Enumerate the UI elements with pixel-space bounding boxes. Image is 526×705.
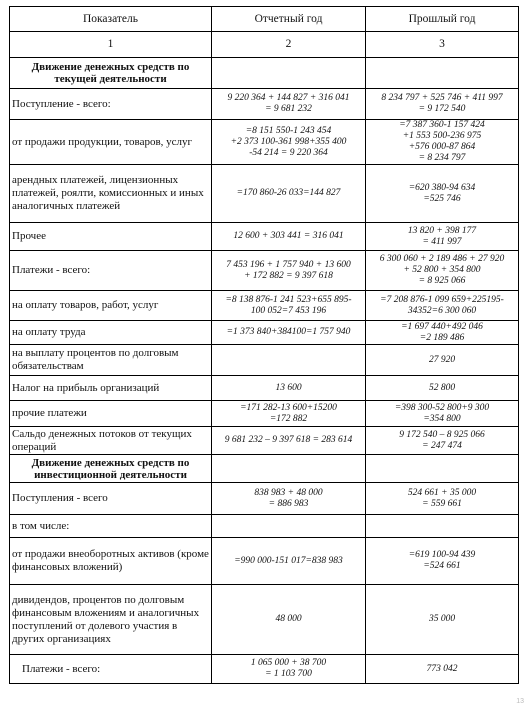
current-year-value — [212, 58, 366, 89]
previous-year-value: =619 100-94 439 =524 661 — [366, 538, 519, 585]
row-label: на выплату процентов по долговым обязательствам — [10, 345, 212, 376]
table-row — [10, 483, 519, 515]
cash-flow-table — [9, 6, 519, 684]
current-year-value: 9 220 364 + 144 827 + 316 041 = 9 681 232 — [212, 89, 366, 120]
row-label: на оплату труда — [10, 321, 212, 345]
previous-year-value: =7 387 360-1 157 424 +1 553 500-236 975 +576 000-87 864 = 8 234 797 — [366, 120, 519, 165]
current-year-value: =170 860-26 033=144 827 — [212, 165, 366, 223]
current-year-value: 7 453 196 + 1 757 940 + 13 600 + 172 882 = 9 397 618 — [212, 251, 366, 291]
table-row — [10, 291, 519, 321]
previous-year-value: 52 800 — [366, 376, 519, 401]
previous-year-value — [366, 58, 519, 89]
section-row-investing — [10, 455, 519, 483]
current-year-value: 12 600 + 303 441 = 316 041 — [212, 223, 366, 251]
previous-year-value: =620 380-94 634 =525 746 — [366, 165, 519, 223]
current-year-value: =8 151 550-1 243 454 +2 373 100-361 998+355 400 -54 214 = 9 220 364 — [212, 120, 366, 165]
previous-year-value: 27 920 — [366, 345, 519, 376]
table-row — [10, 251, 519, 291]
row-label: Платежи - всего: — [10, 251, 212, 291]
previous-year-value: =1 697 440+492 046 =2 189 486 — [366, 321, 519, 345]
header-previous-year: Прошлый год — [366, 7, 519, 32]
previous-year-value: 773 042 — [366, 655, 519, 684]
previous-year-value: =398 300-52 800+9 300 =354 800 — [366, 401, 519, 427]
previous-year-value: =7 208 876-1 099 659+225195- 34352=6 300 060 — [366, 291, 519, 321]
row-label: на оплату товаров, работ, услуг — [10, 291, 212, 321]
section-title-operating: Движение денежных средств по текущей деятельности — [10, 58, 212, 89]
current-year-value: 1 065 000 + 38 700 = 1 103 700 — [212, 655, 366, 684]
row-label: Платежи - всего: — [10, 655, 212, 684]
previous-year-value — [366, 515, 519, 538]
current-year-value: 838 983 + 48 000 = 886 983 — [212, 483, 366, 515]
table-row — [10, 89, 519, 120]
previous-year-value — [366, 455, 519, 483]
row-label: прочие платежи — [10, 401, 212, 427]
table-row — [10, 345, 519, 376]
column-number-3: 3 — [366, 32, 519, 58]
previous-year-value: 6 300 060 + 2 189 486 + 27 920 + 52 800 + 354 800 = 8 925 066 — [366, 251, 519, 291]
table-row — [10, 223, 519, 251]
current-year-value: =1 373 840+384100=1 757 940 — [212, 321, 366, 345]
row-label: Поступления - всего — [10, 483, 212, 515]
current-year-value — [212, 455, 366, 483]
table-row — [10, 585, 519, 655]
current-year-value: =8 138 876-1 241 523+655 895- 100 052=7 453 196 — [212, 291, 366, 321]
row-label: Прочее — [10, 223, 212, 251]
current-year-value — [212, 515, 366, 538]
current-year-value: =171 282-13 600+15200 =172 882 — [212, 401, 366, 427]
header-current-year: Отчетный год — [212, 7, 366, 32]
row-label: от продажи продукции, товаров, услуг — [10, 120, 212, 165]
row-label: Налог на прибыль организаций — [10, 376, 212, 401]
previous-year-value: 35 000 — [366, 585, 519, 655]
previous-year-value: 524 661 + 35 000 = 559 661 — [366, 483, 519, 515]
table-row — [10, 427, 519, 455]
table-row — [10, 165, 519, 223]
previous-year-value: 8 234 797 + 525 746 + 411 997 = 9 172 540 — [366, 89, 519, 120]
table-row — [10, 401, 519, 427]
column-number-1: 1 — [10, 32, 212, 58]
section-title-investing: Движение денежных средств по инвестиционной деятельности — [10, 455, 212, 483]
column-number-2: 2 — [212, 32, 366, 58]
row-label: дивидендов, процентов по долговым финансовым вложениям и аналогичных поступлений от долевого участия в других организациях — [10, 585, 212, 655]
current-year-value: =990 000-151 017=838 983 — [212, 538, 366, 585]
previous-year-value: 13 820 + 398 177 = 411 997 — [366, 223, 519, 251]
current-year-value: 13 600 — [212, 376, 366, 401]
row-label: в том числе: — [10, 515, 212, 538]
previous-year-value: 9 172 540 – 8 925 066 = 247 474 — [366, 427, 519, 455]
current-year-value: 9 681 232 – 9 397 618 = 283 614 — [212, 427, 366, 455]
section-row-operating — [10, 58, 519, 89]
row-label: арендных платежей, лицензионных платежей, роялти, комиссионных и иных аналогичных платежей — [10, 165, 212, 223]
cash-flow-table-container — [9, 6, 519, 684]
header-indicator: Показатель — [10, 7, 212, 32]
table-row — [10, 120, 519, 165]
table-row — [10, 376, 519, 401]
row-label: Поступление - всего: — [10, 89, 212, 120]
row-label: Сальдо денежных потоков от текущих операций — [10, 427, 212, 455]
table-row — [10, 515, 519, 538]
current-year-value — [212, 345, 366, 376]
table-header-row — [10, 7, 519, 32]
table-row — [10, 538, 519, 585]
table-row — [10, 655, 519, 684]
page-watermark: 13 — [516, 698, 524, 705]
current-year-value: 48 000 — [212, 585, 366, 655]
table-row — [10, 321, 519, 345]
row-label: от продажи внеоборотных активов (кроме финансовых вложений) — [10, 538, 212, 585]
column-number-row — [10, 32, 519, 58]
